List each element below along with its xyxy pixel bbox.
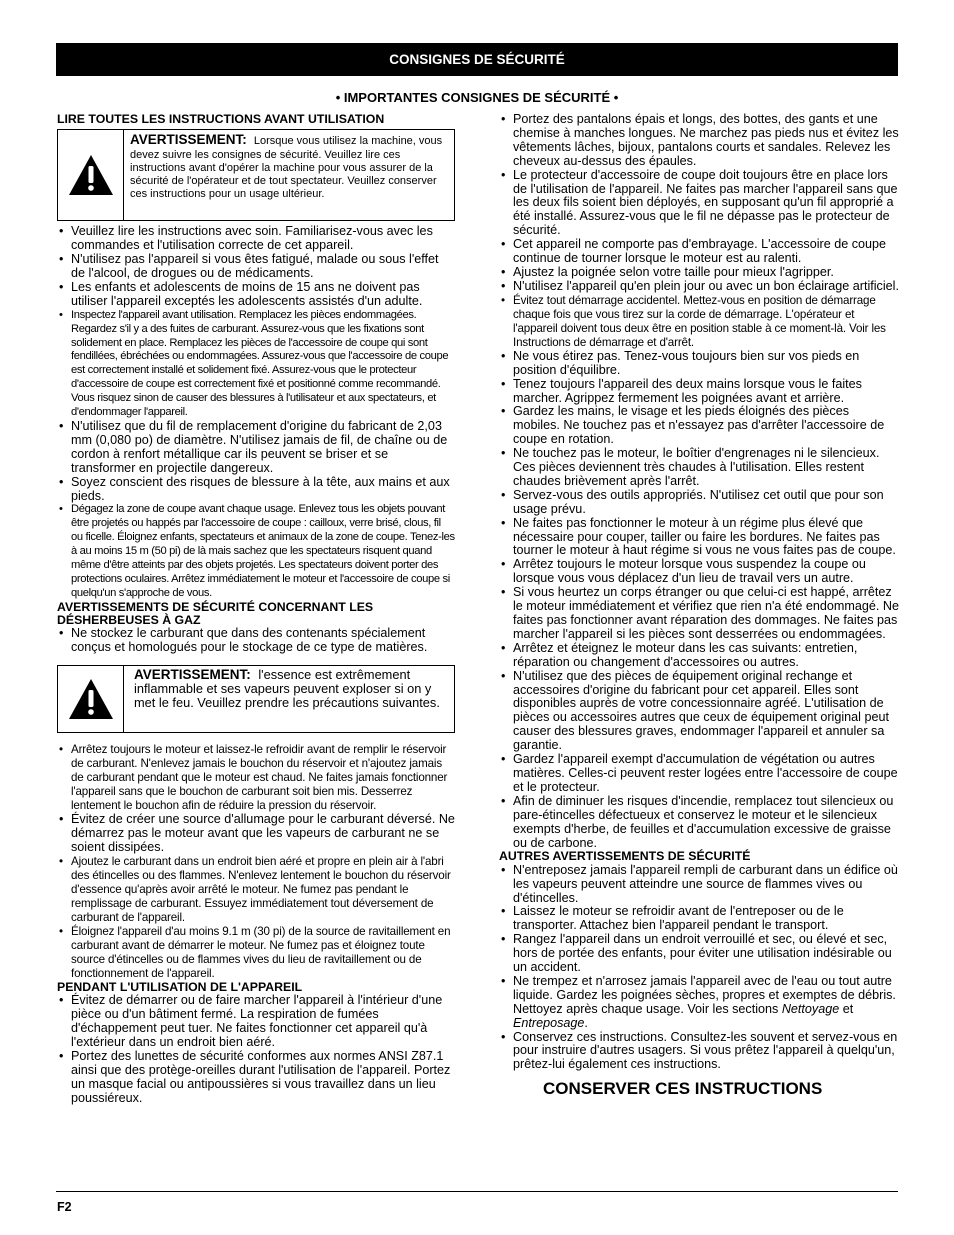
list-operation (499, 113, 899, 850)
list-item: • N'entreposez jamais l'appareil rempli de carburant dans un édifice où les vapeurs peuvent atteindre une source de flammes vives ou d'étincelles. (499, 864, 899, 906)
list-item: • Évitez tout démarrage accidentel. Mettez-vous en position de démarrage chaque fois que vous tirez sur la corde de démarrage. L'opérateur et l'appareil doivent tous deux être en position stable à ce moment-là. Voir les Instructions de démarrage et d'arrêt. (499, 294, 899, 350)
list-item: • Les enfants et adolescents de moins de 15 ans ne doivent pas utiliser l'appareil exceptés les adolescents assistés d'un adulte. (57, 281, 455, 309)
list-item: • N'utilisez que des pièces de équipement original rechange et accessoires d'origine du fabricant pour cet appareil. Elles sont disponibles auprès de votre concessionnaire agréé. L'utilisation de pièces ou accessoires autres que ceux de équipement original peut causer des blessures graves, endommager l'appareil et annuler sa garantie. (499, 670, 899, 753)
list-item: • Cet appareil ne comporte pas d'embrayage. L'accessoire de coupe continue de tourner lorsque le moteur est au ralenti. (499, 238, 899, 266)
list-item: • Le protecteur d'accessoire de coupe doit toujours être en place lors de l'utilisation de l'appareil. Ne faites pas marcher l'appareil sans que les deux fils soient bien déployés, en supposant qu'un fil approprié a été installé. Assurez-vous que le fil ne dépasse pas le protecteur de sécurité. (499, 169, 899, 239)
list-item: • Arrêtez toujours le moteur lorsque vous suspendez la coupe ou lorsque vous vous déplacez d'un lieu de travail vers un autre. (499, 558, 899, 586)
warning-triangle-icon (58, 130, 124, 220)
left-column (57, 113, 455, 1105)
ref-cleaning: Nettoyage (781, 1001, 840, 1016)
warning-body: l'essence est extrêmement inflammable et ses vapeurs peuvent exploser si on y met le feu. Veuillez prendre les précautions suivantes. (134, 667, 440, 711)
list-storage (499, 864, 899, 1073)
list-item: • N'utilisez pas l'appareil si vous êtes fatigué, malade ou sous l'effet de l'alcool, de drogues ou de médicaments. (57, 253, 455, 281)
list-item: • Ne trempez et n'arrosez jamais l'appareil avec de l'eau ou tout autre liquide. Gardez les poignées sèches, propres et exemptes de débris. Nettoyez après chaque usage. Voir les sections Nettoyage et Entreposage. (499, 975, 899, 1031)
list-item: • Rangez l'appareil dans un endroit verrouillé et sec, ou élevé et sec, hors de portée des enfants, pour éviter une utilisation indésirable ou un accident. (499, 933, 899, 975)
section-title-read-instructions: LIRE TOUTES LES INSTRUCTIONS AVANT UTILISATION (57, 112, 385, 126)
list-item: • Servez-vous des outils appropriés. N'utilisez cet outil que pour son usage prévu. (499, 489, 899, 517)
list-item: • Arrêtez et éteignez le moteur dans les cas suivants: entretien, réparation ou changement d'accessoires ou autres. (499, 642, 899, 670)
list-item: • N'utilisez que du fil de remplacement d'origine du fabricant de 2,03 mm (0,080 po) de diamètre. N'utilisez jamais de fil, de chaîne ou de cordon à renfort métallique car ils peuvent se briser et se transformer en projectile dangereux. (57, 420, 455, 476)
list-item: • Ajustez la poignée selon votre taille pour mieux l'agripper. (499, 266, 899, 280)
warning-box-1 (57, 129, 455, 221)
list-item: • Ne vous étirez pas. Tenez-vous toujours bien sur vos pieds en position d'équilibre. (499, 350, 899, 378)
list-general-safety (57, 225, 455, 600)
list-item: • Inspectez l'appareil avant utilisation. Remplacez les pièces endommagées. Regardez s'il y a des fuites de carburant. Assurez-vous que les fixations sont solidement en place. Remplacez les pièces de l'accessoire de coupe qui sont fendillées, ébréchées ou endommagées. Assurez-vous que l'accessoire de coupe est correctement installé et solidement fixé. Assurez-vous que le protecteur d'accessoire de coupe est correctement fixé et positionné comme recommandé. Vous risquez sinon de causer des blessures à l'utilisateur et aux spectateurs, et d'endommager l'appareil. (57, 309, 455, 420)
list-item: • Ne stockez le carburant que dans des contenants spécialement conçus et homologués pour le stockage de ce type de matières. (57, 627, 455, 655)
right-column (499, 112, 900, 1099)
list-item: • Éloignez l'appareil d'au moins 9.1 m (30 pi) de la source de ravitaillement en carburant avant de démarrer le moteur. Ne fumez pas et éloignez toute source d'étincelles ou de flammes vives du lieu de ravitaillement ou de fonctionnement de l'appareil. (57, 925, 455, 981)
warning-title: AVERTISSEMENT: (130, 132, 247, 148)
warning-triangle-icon (58, 666, 124, 732)
list-item: • Dégagez la zone de coupe avant chaque usage. Enlevez tous les objets pouvant être projetés ou happés par l'accessoire de coupe : cailloux, verre brisé, clous, fil ou ficelle. Éloignez enfants, spectateurs et animaux de la zone de coupe. Tenez-les à au moins 15 m (50 pi) de là mais sachez que les spectateurs risquent quand même d'être atteints par des objets projetés. Les spectateurs doivent porter des protections oculaires. Arrêtez immédiatement le moteur et l'accessoire de coupe si quelqu'un s'approche de vous. (57, 503, 455, 600)
section-title-gas-trimmers: AVERTISSEMENTS DE SÉCURITÉ CONCERNANT LES DÉSHERBEUSES À GAZ (57, 599, 374, 628)
subtitle: • IMPORTANTES CONSIGNES DE SÉCURITÉ • (335, 90, 619, 105)
page-number: F2 (57, 1200, 72, 1214)
warning-box-2 (57, 665, 455, 733)
ref-storage: Entreposage (513, 1015, 585, 1030)
warning-text (124, 130, 454, 220)
list-item: • Ne touchez pas le moteur, le boîtier d'engrenages ni le silencieux. Ces pièces deviennent très chaudes à l'utilisation. Elles restent chaudes brièvement après l'arrêt. (499, 447, 899, 489)
list-item: • Ajoutez le carburant dans un endroit bien aéré et propre en plein air à l'abri des étincelles ou des flammes. N'enlevez lentement le bouchon du réservoir d'essence qu'après avoir arrêté le moteur. Ne fumez pas pendant le remplissage de carburant. Essuyez immédiatement tout déversement de carburant de l'appareil. (57, 855, 455, 925)
list-item: • Portez des lunettes de sécurité conformes aux normes ANSI Z87.1 ainsi que des protège-oreilles durant l'utilisation de l'appareil. Portez un masque facial ou antipoussières si vous travaillez dans un lieu poussiéreux. (57, 1050, 455, 1106)
list-fueling (57, 743, 455, 981)
list-item: • Arrêtez toujours le moteur et laissez-le refroidir avant de remplir le réservoir de carburant. N'enlevez jamais le bouchon du réservoir et n'ajoutez jamais de carburant pendant que le moteur est chaud. Ne faites jamais fonctionner l'appareil sans que le bouchon de carburant soit bien mis. Desserrez lentement le bouchon afin de réduire la pression du réservoir. (57, 743, 455, 813)
list-item: • Tenez toujours l'appareil des deux mains lorsque vous le faites marcher. Agrippez fermement les poignées avant et arrière. (499, 378, 899, 406)
list-during-use (57, 994, 455, 1105)
list-item: • Si vous heurtez un corps étranger ou que celui-ci est happé, arrêtez le moteur immédiatement et vérifiez que rien n'a été endommagé. Ne faites pas fonctionner avant réparation des dommages. Ne faites pas marcher l'appareil si les pièces sont desserrées ou endommagées. (499, 586, 899, 642)
list-item: • Ne faites pas fonctionner le moteur à un régime plus élevé que nécessaire pour couper, tailler ou faire les bordures. Ne faites pas tourner le moteur à haut régime si vous ne vous faites pas de coupe. (499, 517, 899, 559)
save-instructions-heading: CONSERVER CES INSTRUCTIONS (543, 1079, 823, 1099)
list-item: • Veuillez lire les instructions avec soin. Familiarisez-vous avec les commandes et l'utilisation correcte de cet appareil. (57, 225, 455, 253)
list-item: • Portez des pantalons épais et longs, des bottes, des gants et une chemise à manches longues. Ne marchez pas pieds nus et évitez les vêtements lâches, bijoux, pantalons courts et sandales. Relevez les cheveux au-dessus des épaules. (499, 113, 899, 169)
list-item: • Laissez le moteur se refroidir avant de l'entreposer ou de le transporter. Attachez bien l'appareil pendant le transport. (499, 905, 899, 933)
section-header-bar: CONSIGNES DE SÉCURITÉ (56, 43, 898, 76)
list-item: • Afin de diminuer les risques d'incendie, remplacez tout silencieux ou pare-étincelles défectueux et conservez le moteur et le silencieux exempts d'herbe, de feuilles et d'accumulation excessive de graisse ou de carbone. (499, 795, 899, 851)
warning-text (124, 666, 454, 732)
list-item: • Conservez ces instructions. Consultez-les souvent et servez-vous en pour instruire d'autres usagers. Si vous prêtez l'appareil à quelqu'un, prêtez-lui également ces instructions. (499, 1031, 899, 1073)
warning-title: AVERTISSEMENT: (134, 667, 251, 683)
list-item: • Gardez les mains, le visage et les pieds éloignés des pièces mobiles. Ne touchez pas et n'essayez pas d'arrêter l'accessoire de coupe en rotation. (499, 405, 899, 447)
footer-divider (56, 1191, 898, 1192)
section-title-during-use: PENDANT L'UTILISATION DE L'APPAREIL (57, 979, 303, 994)
list-item: • Évitez de démarrer ou de faire marcher l'appareil à l'intérieur d'une pièce ou d'un bâtiment fermé. La respiration de fumées d'échappement peut tuer. Ne faites fonctionner cet appareil qu'à l'extérieur dans un endroit bien aéré. (57, 994, 455, 1050)
list-item: • N'utilisez l'appareil qu'en plein jour ou avec un bon éclairage artificiel. (499, 280, 899, 294)
section-title-other-warnings: AUTRES AVERTISSEMENTS DE SÉCURITÉ (499, 849, 751, 864)
warning-body: Lorsque vous utilisez la machine, vous devez suivre les consignes de sécurité. Veuillez lire ces instructions avant d'opérer la machine pour vous assurer de la sécurité de l'opérateur et de tout spectateur. Veuillez conserver ces instructions pour un usage ultérieur. (130, 135, 443, 201)
list-item: • Évitez de créer une source d'allumage pour le carburant déversé. Ne démarrez pas le moteur avant que les vapeurs de carburant ne se soient dissipées. (57, 813, 455, 855)
list-item: • Soyez conscient des risques de blessure à la tête, aux mains et aux pieds. (57, 476, 455, 504)
list-fuel-storage (57, 627, 455, 655)
list-item: • Gardez l'appareil exempt d'accumulation de végétation ou autres matières. Celles-ci peuvent rester logées entre l'accessoire de coupe et le protecteur. (499, 753, 899, 795)
